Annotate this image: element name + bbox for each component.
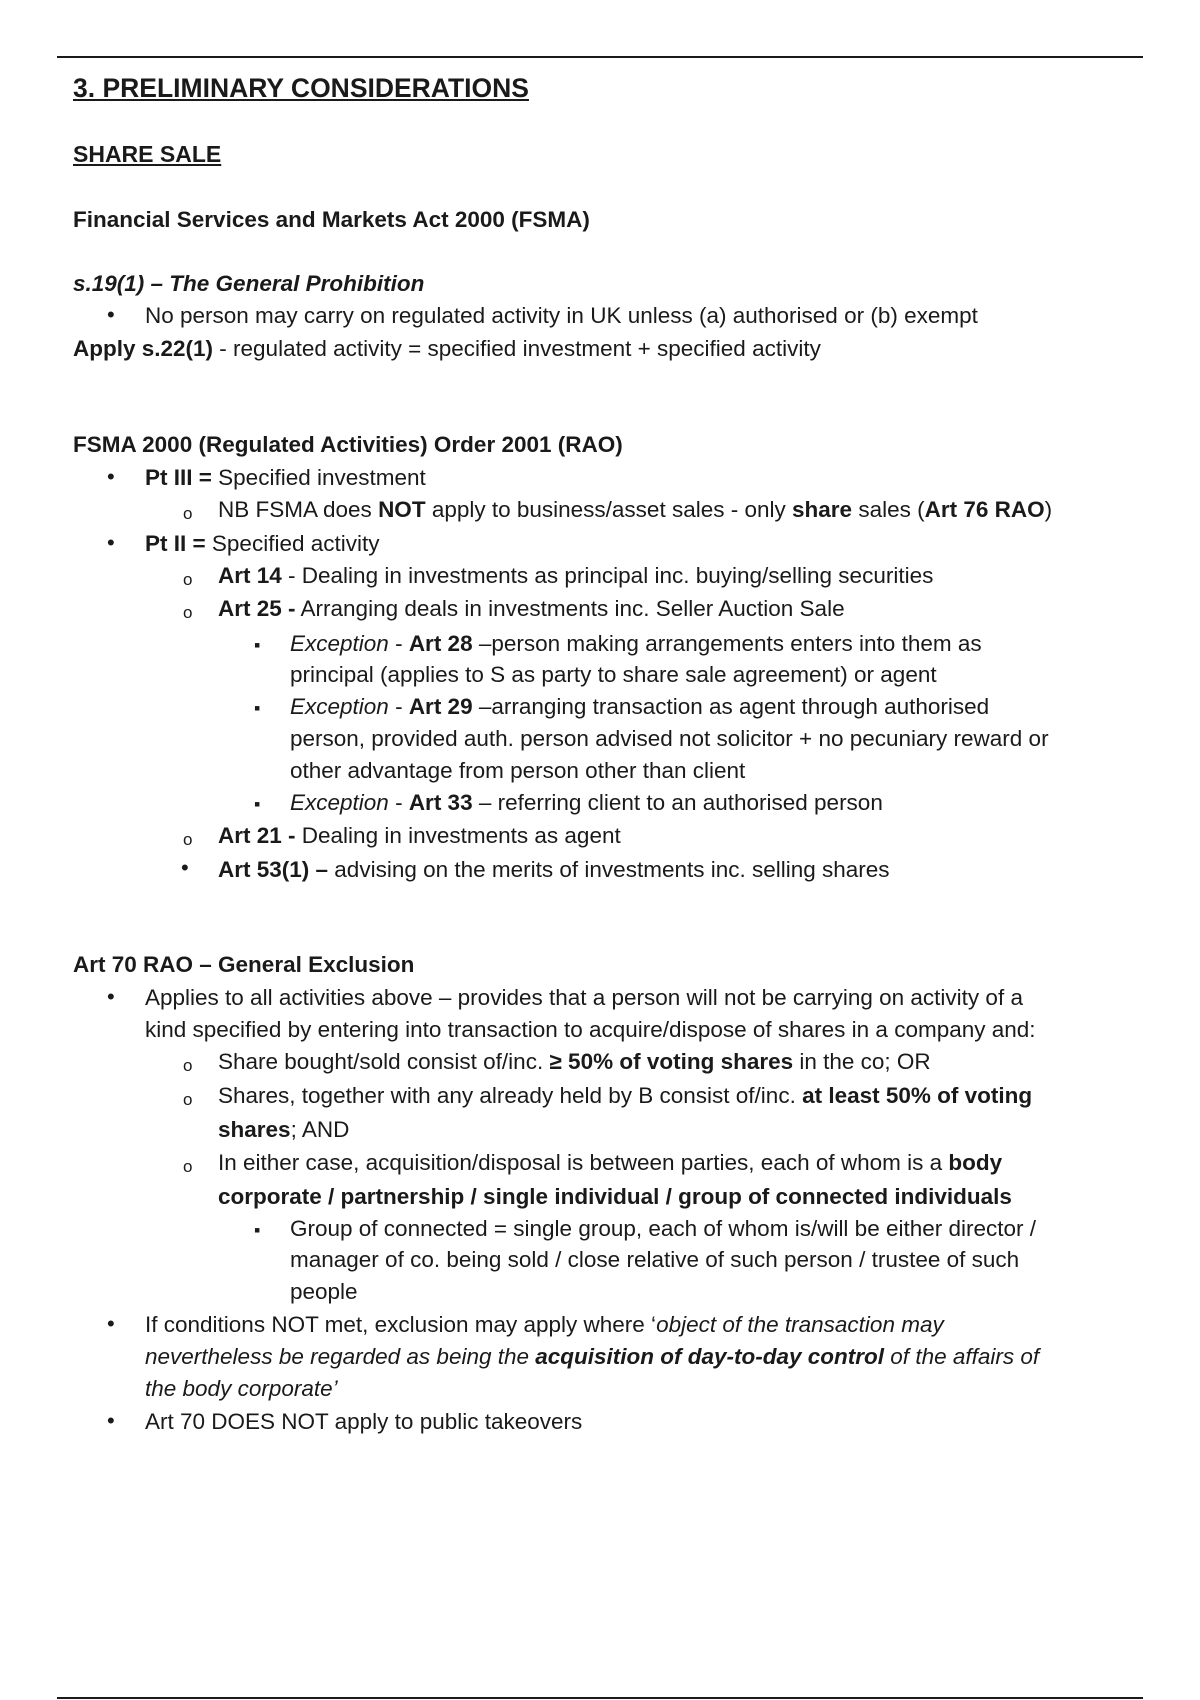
conditions-not-met-line-3: the body corporate’	[145, 1376, 338, 1401]
top-rule	[57, 56, 1143, 58]
art33-item	[290, 792, 883, 815]
circle-marker	[183, 829, 192, 849]
bullet-marker	[181, 857, 189, 879]
art21-label: Art 21 -	[218, 823, 296, 848]
cnm-text-5: of the affairs of	[884, 1344, 1040, 1369]
page-title: 3. PRELIMINARY CONSIDERATIONS	[73, 73, 529, 103]
connected-group-line-2: manager of co. being sold / close relative of such person / trustee of such	[290, 1247, 1020, 1272]
art29-text: –arranging transaction as agent through authorised	[472, 694, 990, 719]
apply-s22-line	[73, 338, 821, 361]
circle-marker	[183, 503, 192, 523]
cnm-text-2: object of the transaction may	[656, 1312, 944, 1337]
art25-item	[218, 598, 845, 621]
nb-text-2: NOT	[378, 497, 426, 522]
public-takeovers-item: Art 70 DOES NOT apply to public takeovers	[145, 1409, 583, 1434]
bottom-rule	[57, 1697, 1143, 1699]
bullet-marker	[107, 986, 115, 1008]
circle-marker	[183, 602, 192, 622]
art70-applies-line-2: kind specified by entering into transaction to acquire/dispose of shares in a company and:	[145, 1017, 1036, 1042]
nb-text-5: sales (	[852, 497, 925, 522]
bullet-marker	[107, 304, 115, 326]
art53-item	[218, 859, 890, 882]
circle-marker	[183, 1156, 192, 1176]
apply-s22-text: - regulated activity = specified investment + specified activity	[213, 336, 821, 361]
cnm-text-4: acquisition of day-to-day control	[535, 1344, 885, 1369]
bullet-marker	[107, 532, 115, 554]
art28-item	[290, 633, 982, 656]
square-marker	[254, 1220, 260, 1240]
exception-label: Exception	[290, 694, 389, 719]
condition-parties	[218, 1152, 1002, 1175]
bullet-marker	[107, 466, 115, 488]
exception-sep: -	[388, 790, 409, 815]
nb-text-6: Art 76 RAO	[924, 497, 1045, 522]
art28-label: Art 28	[408, 631, 473, 656]
pt2-label: Pt II =	[145, 531, 206, 556]
connected-group-line-1: Group of connected = single group, each of whom is/will be either director /	[290, 1216, 1037, 1241]
bullet-marker	[107, 1313, 115, 1335]
art14-label: Art 14	[218, 563, 282, 588]
condition-parties-continuation: corporate / partnership / single individual / group of connected individuals	[218, 1184, 1012, 1209]
cnm-text-3: nevertheless be regarded as being the	[145, 1344, 536, 1369]
s19-bullet: No person may carry on regulated activity in UK unless (a) authorised or (b) exempt	[145, 303, 978, 328]
art29-item	[290, 696, 989, 719]
rao-heading: FSMA 2000 (Regulated Activities) Order 2001 (RAO)	[73, 432, 623, 457]
art53-text: advising on the merits of investments inc. selling shares	[328, 857, 890, 882]
cond3-text-1: In either case, acquisition/disposal is between parties, each of whom is a	[218, 1150, 949, 1175]
art29-continuation-1: person, provided auth. person advised not solicitor + no pecuniary reward or	[290, 726, 1049, 751]
nb-text-1: NB FSMA does	[218, 497, 379, 522]
art21-item	[218, 825, 621, 848]
cond2-text-2: at least 50% of voting	[802, 1083, 1033, 1108]
art25-text: Arranging deals in investments inc. Seller Auction Sale	[295, 596, 845, 621]
condition-50-percent	[218, 1051, 931, 1074]
section-heading-share-sale: SHARE SALE	[73, 141, 222, 167]
art29-continuation-2: other advantage from person other than client	[290, 758, 746, 783]
cond1-text-1: Share bought/sold consist of/inc.	[218, 1049, 550, 1074]
cond1-text-2: ≥ 50% of voting shares	[549, 1049, 794, 1074]
pt2-text: Specified activity	[205, 531, 380, 556]
condition-together	[218, 1085, 1032, 1108]
nb-text-7: )	[1044, 497, 1053, 522]
square-marker	[254, 698, 260, 718]
cond2-text-3: shares	[218, 1117, 291, 1142]
condition-together-continuation	[218, 1119, 349, 1142]
exception-sep: -	[388, 631, 409, 656]
circle-marker	[183, 569, 192, 589]
conditions-not-met-line-1	[145, 1314, 944, 1337]
exception-label: Exception	[290, 790, 389, 815]
art70-heading: Art 70 RAO – General Exclusion	[73, 952, 415, 977]
cnm-text-1: If conditions NOT met, exclusion may apply where ‘	[145, 1312, 657, 1337]
art21-text: Dealing in investments as agent	[295, 823, 621, 848]
nb-text-3: apply to business/asset sales - only	[425, 497, 793, 522]
cond3-text-2: body	[948, 1150, 1003, 1175]
square-marker	[254, 635, 260, 655]
nb-fsma-item	[218, 499, 1052, 522]
circle-marker	[183, 1055, 192, 1075]
cond1-text-3: in the co; OR	[793, 1049, 931, 1074]
s19-heading: s.19(1) – The General Prohibition	[73, 271, 425, 296]
art14-text: - Dealing in investments as principal inc. buying/selling securities	[281, 563, 934, 588]
connected-group-line-3: people	[290, 1279, 358, 1304]
apply-s22-label: Apply s.22(1)	[73, 336, 214, 361]
cond2-text-1: Shares, together with any already held by B consist of/inc.	[218, 1083, 803, 1108]
art29-label: Art 29	[408, 694, 473, 719]
art25-label: Art 25 -	[218, 596, 296, 621]
exception-label: Exception	[290, 631, 389, 656]
art28-text: –person making arrangements enters into them as	[472, 631, 982, 656]
bullet-marker	[107, 1410, 115, 1432]
exception-sep: -	[388, 694, 409, 719]
pt3-text: Specified investment	[211, 465, 426, 490]
circle-marker	[183, 1089, 192, 1109]
fsma-heading: Financial Services and Markets Act 2000 (FSMA)	[73, 207, 590, 232]
pt3-item	[145, 467, 426, 490]
art33-label: Art 33	[408, 790, 473, 815]
pt3-label: Pt III =	[145, 465, 212, 490]
art28-continuation: principal (applies to S as party to share sale agreement) or agent	[290, 662, 937, 687]
pt2-item	[145, 533, 379, 556]
cond2-text-4: ; AND	[290, 1117, 350, 1142]
art33-text: – referring client to an authorised person	[472, 790, 883, 815]
art70-applies-line-1: Applies to all activities above – provides that a person will not be carrying on activity of a	[145, 985, 1023, 1010]
nb-text-4: share	[792, 497, 853, 522]
art53-label: Art 53(1) –	[218, 857, 329, 882]
conditions-not-met-line-2	[145, 1346, 1039, 1369]
art14-item	[218, 565, 933, 588]
square-marker	[254, 794, 260, 814]
